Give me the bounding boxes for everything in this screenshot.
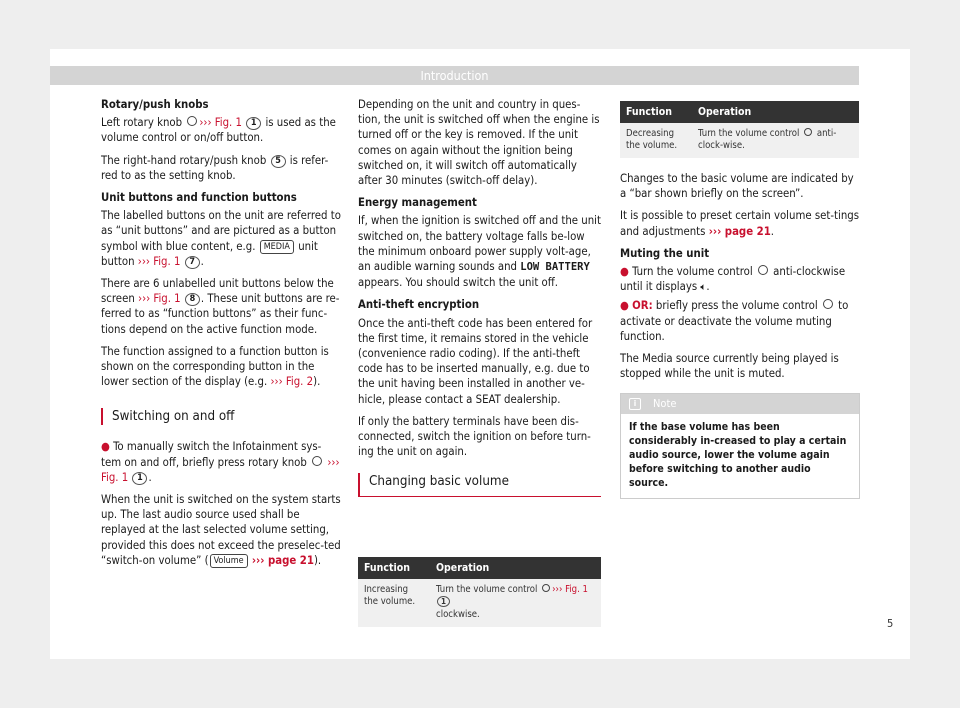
fig-link[interactable]: ››› Fig. 1 (137, 254, 181, 268)
note-body: If the base volume has been considerably in-creased to play a certain audio source, lower the volume again before switching to another audio source. (629, 421, 847, 490)
fig-link[interactable]: ››› Fig. 1 (552, 584, 588, 595)
column-middle (358, 97, 601, 511)
unit-paragraph-1: The labelled buttons on the unit are referred to as “unit buttons” and are pictured as a button symbol with blue content, e.g. MEDIA unit button ››› Fig. 1 7 . (101, 209, 341, 268)
callout-number: 8 (185, 293, 200, 306)
note-header (621, 394, 859, 414)
energy-paragraph: If, when the ignition is switched off and the unit switched on, the battery voltage falls be-low the minimum onboard power supply volt-age, an audible warning sounds and LOW BATTERY appears. You should switch the unit off. (358, 214, 601, 290)
unit-heading: Unit buttons and function buttons (101, 191, 297, 205)
energy-heading: Energy management (358, 196, 477, 210)
volume-knob-icon (823, 299, 833, 309)
fig-link[interactable]: ››› Fig. 1 (138, 292, 181, 306)
switch-off-paragraph: Depending on the unit and country in ques-tion, the unit is switched off when the engine is turned off or the key is removed. If the unit comes on again without the ignition being switched on, it will switch off automatically after 30 minutes (switch-off delay). (358, 98, 600, 188)
mute-bullet-1: ● Turn the volume control anti-clockwise until it displays 🔈︎. (620, 265, 846, 294)
volume-knob-icon (312, 456, 322, 466)
fig-link[interactable]: ››› Fig. 1 (101, 455, 340, 484)
mute-heading: Muting the unit (620, 246, 710, 260)
note-title: Note (653, 397, 677, 411)
column-left (101, 97, 341, 575)
callout-number: 1 (437, 596, 450, 607)
or-label: OR: (632, 299, 653, 313)
table-cell-operation: Turn the volume control ››› Fig. 1 1 clockwise. (430, 579, 601, 627)
table-cell-operation: Turn the volume control anti-clock-wise. (692, 123, 859, 158)
note-box (620, 393, 860, 499)
media-button-symbol: MEDIA (260, 240, 294, 254)
table-header-operation: Operation (430, 557, 601, 579)
table-cell-function: Increasing the volume. (358, 579, 430, 627)
bullet-icon: ● (620, 299, 629, 313)
table-row (358, 579, 601, 627)
info-icon: i (629, 398, 641, 410)
decrease-volume-table (620, 101, 859, 158)
page-link[interactable]: ››› page 21 (251, 553, 314, 567)
callout-number: 1 (246, 117, 261, 130)
volume-knob-icon (187, 116, 197, 126)
table-cell-function: Decreasing the volume. (620, 123, 692, 158)
volume-knob-icon (758, 265, 768, 275)
theft-paragraph-1: Once the anti-theft code has been entered for the first time, it remains stored in the vehicle (convenience radio coding). If the anti-theft code has to be inserted manually, e.g. due to the unit having been installed in another ve-hicle, please contact a SEAT dealership. (358, 316, 593, 406)
mute-stop-paragraph: The Media source currently being played is stopped while the unit is muted. (620, 352, 839, 381)
theft-paragraph-2: If only the battery terminals have been dis-connected, switch the ignition on before turn-ing the unit on again. (358, 414, 591, 459)
callout-number: 5 (271, 155, 286, 168)
volume-change-paragraph: Changes to the basic volume are indicated by a “bar shown briefly on the screen”. (620, 172, 854, 201)
mute-speaker-icon: 🔈︎ (700, 282, 707, 294)
unit-paragraph-2: There are 6 unlabelled unit buttons below the screen ››› Fig. 1 8 . These unit buttons are re-ferred to as “function buttons” as their func-tions depend on the active function mode. (101, 277, 340, 336)
volume-knob-icon (542, 584, 550, 592)
fig-link[interactable]: ››› Fig. 2 (270, 375, 314, 389)
volume-knob-icon (804, 128, 812, 136)
rotary-paragraph-1: Left rotary knob ››› Fig. 1 1 is used as the volume control or on/off button. (101, 116, 336, 145)
table-header-operation: Operation (692, 101, 859, 123)
rotary-heading: Rotary/push knobs (101, 98, 209, 111)
callout-number: 1 (132, 472, 147, 485)
switch-paragraph-1: ● To manually switch the Infotainment sys-tem on and off, briefly press rotary knob ››› Fig. 1 1 . (101, 440, 340, 484)
volume-button-symbol: Volume (210, 554, 248, 568)
bullet-icon: ● (101, 440, 110, 454)
volume-heading: Changing basic volume (358, 473, 601, 497)
switch-paragraph-2: When the unit is switched on the system starts up. The last audio source used shall be replayed at the last selected volume setting, provided this does not exceed the preselec-ted “switch-on volume” ( Volume ››› page 21). (101, 493, 341, 567)
low-battery-message: LOW BATTERY (520, 261, 590, 274)
table-header-function: Function (358, 557, 430, 579)
table-header-function: Function (620, 101, 692, 123)
table-row (620, 123, 859, 158)
callout-number: 7 (185, 256, 200, 269)
preset-paragraph: It is possible to preset certain volume set-tings and adjustments ››› page 21. (620, 209, 860, 238)
mute-bullet-2: ● OR: briefly press the volume control to activate or deactivate the volume muting function. (620, 299, 849, 343)
fig-link[interactable]: ››› Fig. 1 (199, 116, 242, 130)
unit-paragraph-3: The function assigned to a function button is shown on the corresponding button in the lower section of the display (e.g. ››› Fig. 2). (101, 344, 329, 389)
bullet-icon: ● (620, 265, 629, 279)
section-header: Introduction (50, 66, 859, 85)
column-right (620, 171, 860, 499)
page-link[interactable]: ››› page 21 (708, 224, 771, 238)
rotary-paragraph-2: The right-hand rotary/push knob 5 is refer-red to as the setting knob. (101, 153, 329, 182)
theft-heading: Anti-theft encryption (358, 298, 480, 312)
page-number: 5 (887, 617, 894, 630)
switching-heading: Switching on and off (101, 408, 341, 425)
increase-volume-table (358, 557, 601, 627)
